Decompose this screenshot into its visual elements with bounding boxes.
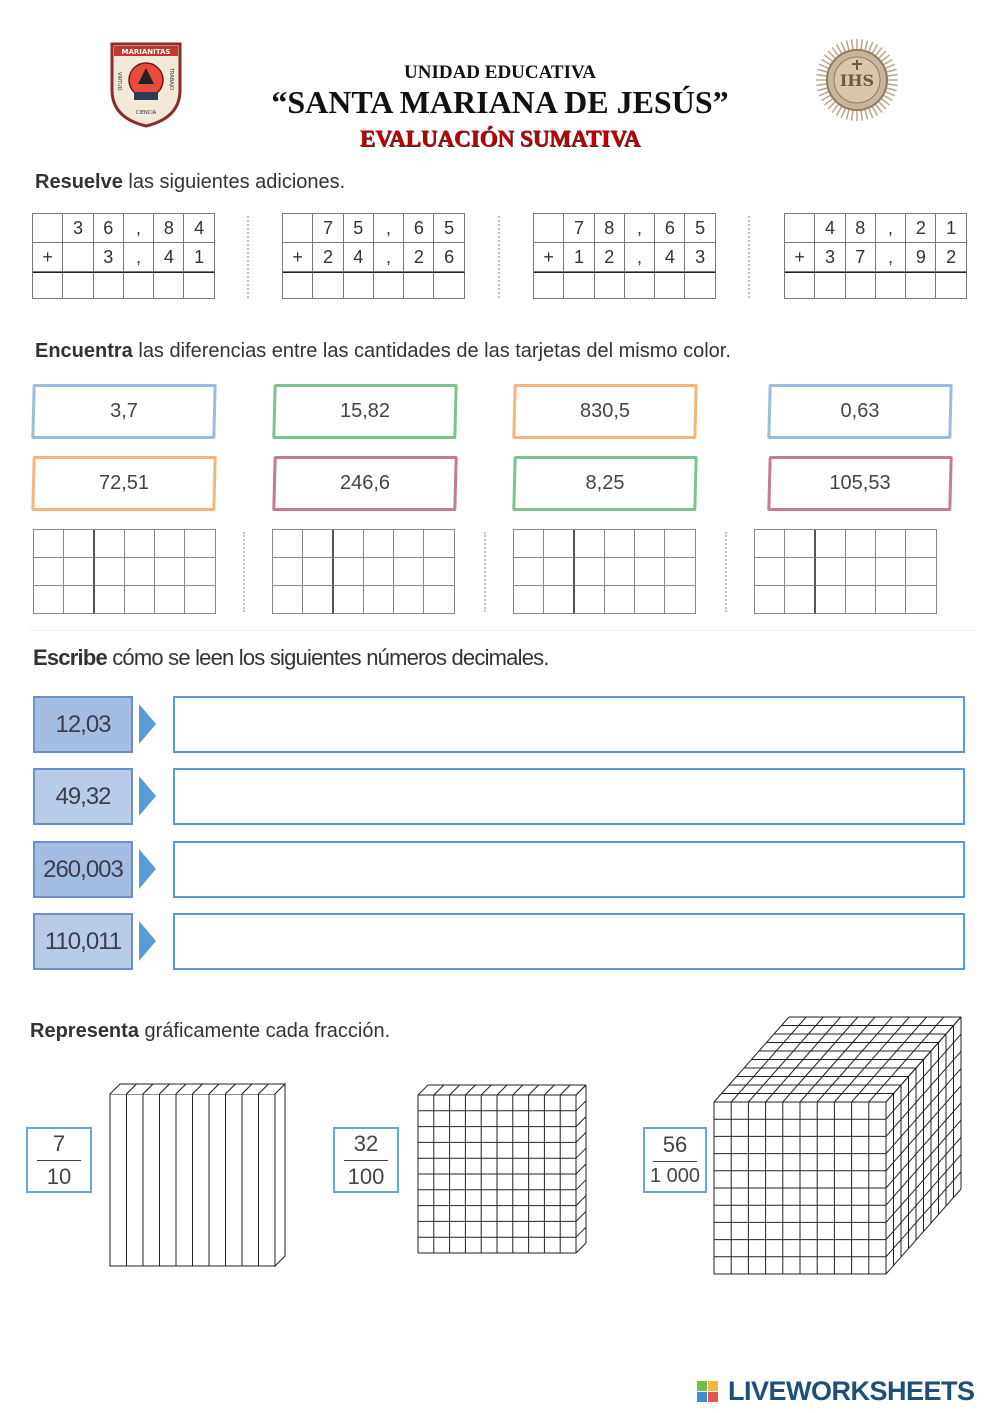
digit-cell: + <box>534 243 564 272</box>
answer-cell[interactable] <box>424 586 454 614</box>
answer-cell[interactable] <box>514 586 544 614</box>
answer-cell[interactable] <box>303 586 333 614</box>
digit-cell: , <box>625 214 655 243</box>
tenth-rod[interactable] <box>226 1094 243 1266</box>
digit-cell: + <box>33 243 63 272</box>
answer-cell[interactable] <box>846 586 876 614</box>
card-value: 3,7 <box>110 400 138 422</box>
sum-answer-cell[interactable] <box>564 272 594 299</box>
digit-cell <box>63 243 93 272</box>
digit-cell: , <box>374 243 404 272</box>
decimal-number-box: 12,03 <box>33 696 133 753</box>
digit-cell: 6 <box>655 214 685 243</box>
digit-cell: 5 <box>344 214 374 243</box>
reading-answer-input[interactable] <box>173 696 965 753</box>
answer-cell[interactable] <box>605 530 635 558</box>
school-line: UNIDAD EDUCATIVA <box>404 62 596 83</box>
answer-cell[interactable] <box>64 558 94 586</box>
addition-problem-3 <box>533 213 716 299</box>
sum-answer-cell[interactable] <box>655 272 685 299</box>
answer-cell[interactable] <box>755 530 785 558</box>
fractions-instruction: Representa gráficamente cada fracción. <box>30 1020 391 1042</box>
answer-cell[interactable] <box>424 530 454 558</box>
digit-cell: 3 <box>815 243 845 272</box>
digit-cell: 7 <box>564 214 594 243</box>
number-card <box>32 384 216 439</box>
answer-cell[interactable] <box>665 530 695 558</box>
answer-cell[interactable] <box>34 558 64 586</box>
digit-cell: , <box>374 214 404 243</box>
tenth-rod[interactable] <box>127 1094 144 1266</box>
digit-cell <box>283 214 313 243</box>
answer-cell[interactable] <box>876 530 906 558</box>
arrow-right-icon <box>139 921 156 961</box>
digit-cell <box>534 214 564 243</box>
decimal-number-box: 49,32 <box>33 768 133 825</box>
answer-cell[interactable] <box>605 558 635 586</box>
answer-cell[interactable] <box>785 586 815 614</box>
card-value: 8,25 <box>585 472 625 494</box>
sum-answer-cell[interactable] <box>94 272 124 299</box>
sum-answer-cell[interactable] <box>876 272 906 299</box>
digit-cell: 8 <box>846 214 876 243</box>
answer-cell[interactable] <box>95 586 125 614</box>
addition-problem-4 <box>784 213 967 299</box>
digit-cell: 2 <box>404 243 434 272</box>
answer-cell[interactable] <box>846 530 876 558</box>
subtraction-grid-2[interactable] <box>272 529 455 614</box>
liveworksheets-brand[interactable]: LIVEWORKSHEETS <box>728 1376 975 1406</box>
divider <box>243 532 245 612</box>
answer-cell[interactable] <box>876 586 906 614</box>
answer-cell[interactable] <box>514 558 544 586</box>
answer-cell[interactable] <box>155 530 185 558</box>
digit-cell: 6 <box>94 214 124 243</box>
sum-answer-cell[interactable] <box>846 272 876 299</box>
addition-problem-1 <box>32 213 215 299</box>
school-name: “SANTA MARIANA DE JESÚS” <box>271 84 729 120</box>
answer-cell[interactable] <box>575 558 605 586</box>
digit-cell: 4 <box>184 214 214 243</box>
answer-cell[interactable] <box>155 558 185 586</box>
digit-cell: + <box>785 243 815 272</box>
difference-instruction: Encuentra las diferencias entre las cantidades de las tarjetas del mismo color. <box>35 340 731 362</box>
digit-cell: 3 <box>63 214 93 243</box>
divider <box>247 216 249 298</box>
sum-answer-cell[interactable] <box>33 272 63 299</box>
fraction-box-3: 56 1 000 <box>643 1127 707 1193</box>
sum-answer-cell[interactable] <box>154 272 184 299</box>
digit-cell: , <box>876 214 906 243</box>
section-separator <box>30 630 975 631</box>
answer-cell[interactable] <box>125 586 155 614</box>
answer-cell[interactable] <box>334 586 364 614</box>
answer-cell[interactable] <box>785 530 815 558</box>
tenth-rod[interactable] <box>209 1094 226 1266</box>
answer-cell[interactable] <box>185 530 215 558</box>
sum-answer-cell[interactable] <box>815 272 845 299</box>
sum-answer-cell[interactable] <box>785 272 815 299</box>
number-card <box>32 456 216 511</box>
exam-title: EVALUACIÓN SUMATIVA <box>359 126 641 151</box>
sum-answer-cell[interactable] <box>906 272 936 299</box>
answer-cell[interactable] <box>635 558 665 586</box>
digit-cell: 6 <box>404 214 434 243</box>
number-card <box>513 384 697 439</box>
card-value: 830,5 <box>579 400 631 422</box>
answer-cell[interactable] <box>303 530 333 558</box>
tenth-rod[interactable] <box>259 1094 276 1266</box>
answer-cell[interactable] <box>394 530 424 558</box>
arrow-right-icon <box>139 849 156 889</box>
digit-cell: + <box>283 243 313 272</box>
number-card <box>768 456 952 511</box>
answer-cell[interactable] <box>544 530 574 558</box>
digit-cell: 7 <box>313 214 343 243</box>
sum-answer-cell[interactable] <box>936 272 966 299</box>
fraction-box-2: 32 100 <box>333 1127 399 1193</box>
answer-cell[interactable] <box>816 558 846 586</box>
answer-cell[interactable] <box>273 586 303 614</box>
subtraction-grid-4[interactable] <box>754 529 937 614</box>
digit-cell: 1 <box>184 243 214 272</box>
answer-cell[interactable] <box>185 586 215 614</box>
answer-cell[interactable] <box>364 586 394 614</box>
sum-answer-cell[interactable] <box>63 272 93 299</box>
answer-cell[interactable] <box>906 558 936 586</box>
divider <box>484 532 486 612</box>
answer-cell[interactable] <box>785 558 815 586</box>
sum-answer-cell[interactable] <box>313 272 343 299</box>
digit-cell: 2 <box>313 243 343 272</box>
answer-cell[interactable] <box>544 586 574 614</box>
answer-cell[interactable] <box>303 558 333 586</box>
digit-cell: 4 <box>815 214 845 243</box>
digit-cell: 1 <box>564 243 594 272</box>
card-value: 0,63 <box>840 400 880 422</box>
reading-answer-input[interactable] <box>173 841 965 898</box>
digit-cell: 8 <box>154 214 184 243</box>
reading-answer-input[interactable] <box>173 913 965 970</box>
sum-answer-cell[interactable] <box>184 272 214 299</box>
sum-answer-cell[interactable] <box>374 272 404 299</box>
answer-cell[interactable] <box>394 586 424 614</box>
digit-cell: , <box>124 214 154 243</box>
subtraction-grid-3[interactable] <box>513 529 696 614</box>
digit-cell: 7 <box>846 243 876 272</box>
digit-cell <box>785 214 815 243</box>
tenth-rod[interactable] <box>176 1094 193 1266</box>
thousandths-cube-diagram[interactable] <box>712 1012 964 1278</box>
answer-cell[interactable] <box>273 530 303 558</box>
digit-cell: , <box>124 243 154 272</box>
answer-cell[interactable] <box>34 586 64 614</box>
answer-cell[interactable] <box>755 558 785 586</box>
svg-text:IHS: IHS <box>839 71 875 90</box>
answer-cell[interactable] <box>635 530 665 558</box>
card-value: 15,82 <box>339 400 391 422</box>
answer-cell[interactable] <box>424 558 454 586</box>
tenth-rod[interactable] <box>143 1094 160 1266</box>
sum-answer-cell[interactable] <box>595 272 625 299</box>
answer-cell[interactable] <box>816 530 846 558</box>
digit-cell: 8 <box>595 214 625 243</box>
answer-cell[interactable] <box>34 530 64 558</box>
divider <box>748 216 750 298</box>
number-card <box>273 384 457 439</box>
fraction-box-1: 7 10 <box>26 1127 92 1193</box>
digit-cell: 9 <box>906 243 936 272</box>
sum-answer-cell[interactable] <box>283 272 313 299</box>
reading-answer-input[interactable] <box>173 768 965 825</box>
tenths-rods-diagram[interactable] <box>108 1080 288 1270</box>
divider <box>498 216 500 298</box>
digit-cell: 4 <box>154 243 184 272</box>
number-card <box>768 384 952 439</box>
sum-answer-cell[interactable] <box>625 272 655 299</box>
sum-answer-cell[interactable] <box>434 272 464 299</box>
number-card <box>273 456 457 511</box>
answer-cell[interactable] <box>544 558 574 586</box>
answer-cell[interactable] <box>95 558 125 586</box>
addition-instruction: Resuelve las siguientes adiciones. <box>35 171 346 193</box>
sum-answer-cell[interactable] <box>344 272 374 299</box>
digit-cell: 3 <box>685 243 715 272</box>
card-value: 246,6 <box>339 472 391 494</box>
answer-cell[interactable] <box>185 558 215 586</box>
hundredths-flat-diagram[interactable] <box>416 1083 596 1269</box>
digit-cell: 6 <box>434 243 464 272</box>
answer-cell[interactable] <box>876 558 906 586</box>
answer-cell[interactable] <box>575 586 605 614</box>
sum-answer-cell[interactable] <box>404 272 434 299</box>
divider <box>725 532 727 612</box>
digit-cell: 3 <box>94 243 124 272</box>
answer-cell[interactable] <box>514 530 544 558</box>
digit-cell: 5 <box>685 214 715 243</box>
sum-answer-cell[interactable] <box>124 272 154 299</box>
answer-cell[interactable] <box>64 586 94 614</box>
answer-cell[interactable] <box>95 530 125 558</box>
digit-cell: 1 <box>936 214 966 243</box>
answer-cell[interactable] <box>125 558 155 586</box>
tenth-rod[interactable] <box>242 1094 259 1266</box>
reading-instruction: Escribe cómo se leen los siguientes números decimales. <box>33 645 549 670</box>
answer-cell[interactable] <box>125 530 155 558</box>
answer-cell[interactable] <box>816 586 846 614</box>
arrow-right-icon <box>139 776 156 816</box>
digit-cell <box>33 214 63 243</box>
arrow-right-icon <box>139 704 156 744</box>
answer-cell[interactable] <box>334 558 364 586</box>
sum-answer-cell[interactable] <box>534 272 564 299</box>
answer-cell[interactable] <box>635 586 665 614</box>
answer-cell[interactable] <box>846 558 876 586</box>
answer-cell[interactable] <box>273 558 303 586</box>
card-value: 72,51 <box>98 472 150 494</box>
answer-cell[interactable] <box>64 530 94 558</box>
answer-cell[interactable] <box>665 586 695 614</box>
answer-cell[interactable] <box>575 530 605 558</box>
answer-cell[interactable] <box>364 558 394 586</box>
answer-cell[interactable] <box>906 530 936 558</box>
answer-cell[interactable] <box>605 586 635 614</box>
decimal-number-box: 110,011 <box>33 913 133 970</box>
digit-cell: 4 <box>655 243 685 272</box>
digit-cell: , <box>625 243 655 272</box>
card-value: 105,53 <box>829 472 891 494</box>
tenth-rod[interactable] <box>193 1094 210 1266</box>
decimal-number-box: 260,003 <box>33 841 133 898</box>
sum-answer-cell[interactable] <box>685 272 715 299</box>
svg-text:VIRTUD: VIRTUD <box>116 72 122 91</box>
answer-cell[interactable] <box>755 586 785 614</box>
svg-text:MARIANITAS: MARIANITAS <box>121 48 171 56</box>
answer-cell[interactable] <box>906 586 936 614</box>
digit-cell: 2 <box>906 214 936 243</box>
digit-cell: 2 <box>936 243 966 272</box>
answer-cell[interactable] <box>364 530 394 558</box>
addition-problem-2 <box>282 213 465 299</box>
tenth-rod[interactable] <box>110 1094 127 1266</box>
svg-text:TRABAJO: TRABAJO <box>168 68 174 91</box>
answer-cell[interactable] <box>394 558 424 586</box>
digit-cell: 2 <box>595 243 625 272</box>
digit-cell: 4 <box>344 243 374 272</box>
tenth-rod[interactable] <box>160 1094 177 1266</box>
digit-cell: 5 <box>434 214 464 243</box>
answer-cell[interactable] <box>155 586 185 614</box>
digit-cell: , <box>876 243 906 272</box>
number-card <box>513 456 697 511</box>
answer-cell[interactable] <box>665 558 695 586</box>
answer-cell[interactable] <box>334 530 364 558</box>
subtraction-grid-1[interactable] <box>33 529 216 614</box>
svg-text:CIENCIA: CIENCIA <box>135 110 157 116</box>
